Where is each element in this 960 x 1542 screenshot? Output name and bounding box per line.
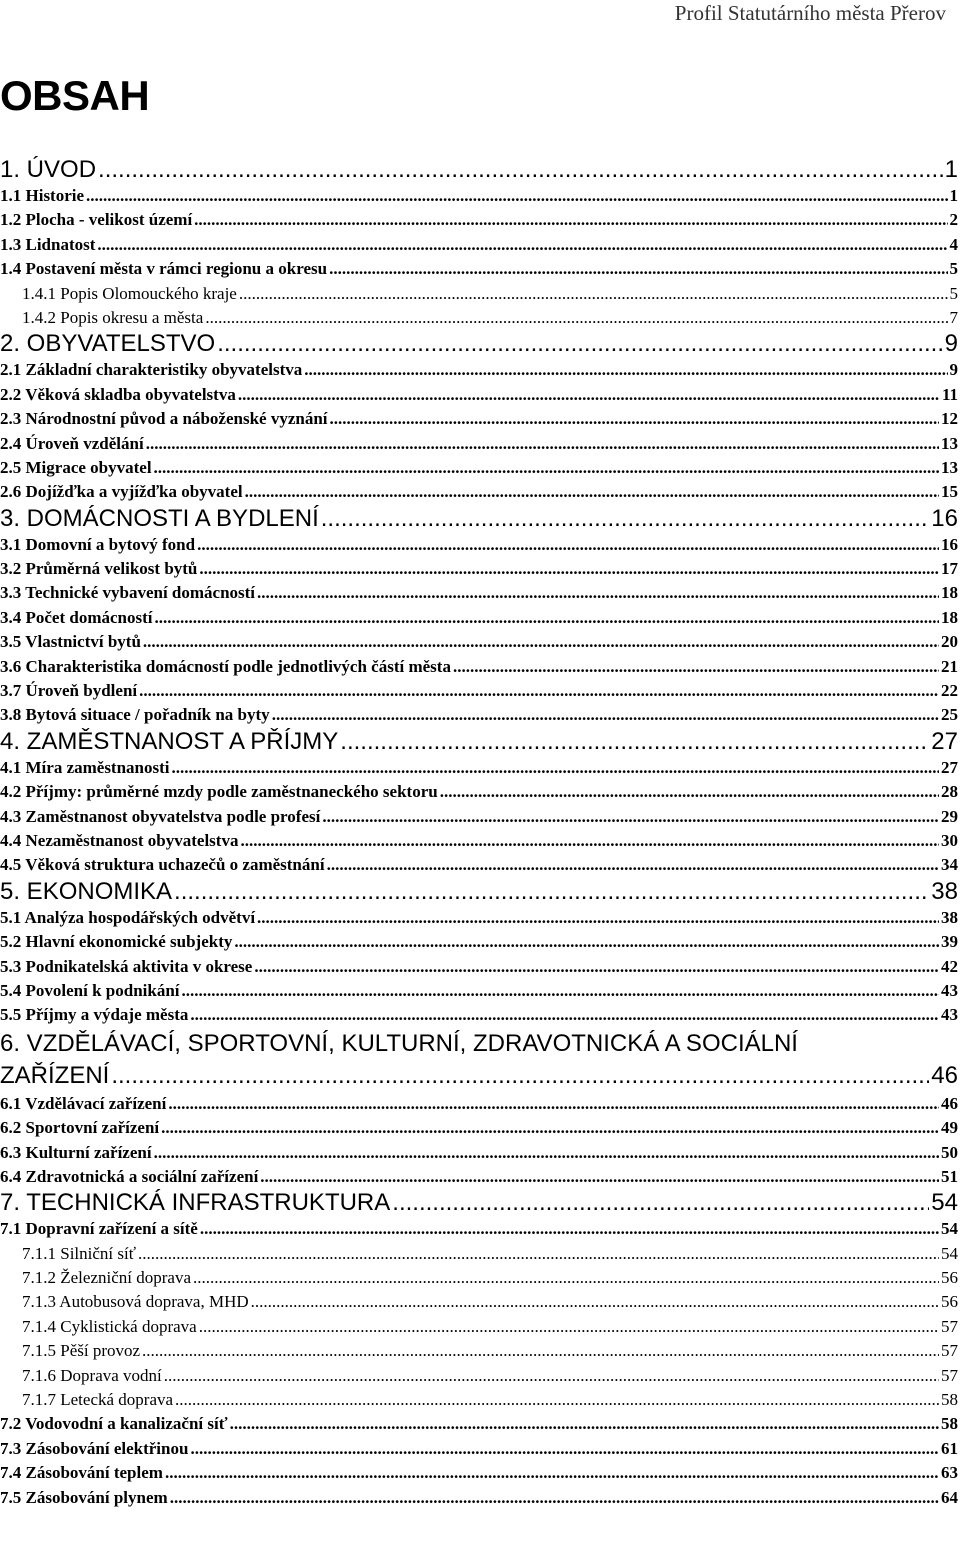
toc-entry-label: 3.5 Vlastnictví bytů (0, 632, 141, 652)
toc-entry-label: 1.3 Lidnatost (0, 234, 96, 254)
toc-entry-label: 7.2 Vodovodní a kanalizační síť (0, 1414, 228, 1434)
toc-leader-dots (164, 1364, 939, 1388)
toc-entry-label: 3.6 Charakteristika domácností podle jednotlivých částí města (0, 656, 451, 676)
toc-entry-label: 7.1.5 Pěší provoz (22, 1341, 141, 1361)
table-of-contents (0, 156, 958, 1510)
toc-entry[interactable] (0, 1028, 958, 1092)
toc-page-number: 16 (941, 534, 958, 554)
toc-entry[interactable] (0, 1412, 958, 1436)
toc-entry[interactable] (0, 557, 958, 581)
toc-page-number: 16 (931, 504, 958, 532)
toc-page-number: 34 (941, 855, 958, 875)
toc-page-number: 38 (931, 877, 958, 905)
toc-page-number: 61 (941, 1438, 958, 1458)
toc-leader-dots (155, 606, 939, 630)
toc-entry-label: 5. EKONOMIKA (0, 877, 173, 905)
toc-entry[interactable] (0, 1242, 958, 1266)
toc-page-number: 49 (941, 1118, 958, 1138)
toc-page-number: 54 (931, 1189, 958, 1217)
toc-entry-label: 2.4 Úroveň vzdělání (0, 433, 144, 453)
toc-entry-label: 3.1 Domovní a bytový fond (0, 534, 196, 554)
toc-page-number: 27 (931, 727, 958, 755)
toc-entry[interactable] (0, 282, 958, 306)
toc-entry[interactable] (0, 208, 958, 232)
toc-leader-dots (254, 955, 939, 979)
toc-page-number: 11 (941, 384, 958, 404)
toc-entry-label: 5.2 Hlavní ekonomické subjekty (0, 932, 233, 952)
toc-page-number: 5 (949, 259, 958, 279)
toc-entry-label: 1. ÚVOD (0, 156, 97, 183)
toc-page-number: 15 (941, 482, 958, 502)
toc-entry-label: 2.2 Věková skladba obyvatelstva (0, 384, 236, 404)
toc-page-number: 20 (941, 632, 958, 652)
toc-page-number: 39 (941, 932, 958, 952)
toc-entry[interactable] (0, 581, 958, 605)
toc-page-number: 57 (941, 1341, 958, 1361)
toc-page-number: 21 (941, 656, 958, 676)
toc-leader-dots (205, 306, 947, 330)
toc-entry[interactable] (0, 1315, 958, 1339)
toc-leader-dots (340, 728, 929, 756)
toc-entry-label: 5.4 Povolení k podnikání (0, 980, 180, 1000)
toc-entry-label: 7.1.4 Cyklistická doprava (22, 1316, 197, 1336)
toc-entry[interactable] (0, 456, 958, 480)
toc-leader-dots (239, 282, 948, 306)
toc-page-number: 42 (941, 956, 958, 976)
toc-entry-label: 7.3 Zásobování elektřinou (0, 1438, 189, 1458)
toc-leader-dots (97, 233, 947, 257)
toc-entry-label: 7.1.6 Doprava vodní (22, 1365, 162, 1385)
toc-page-number: 25 (941, 705, 958, 725)
toc-entry[interactable] (0, 655, 958, 679)
toc-leader-dots (217, 330, 942, 358)
toc-leader-dots (453, 655, 939, 679)
toc-page-number: 64 (941, 1487, 958, 1507)
toc-page-number: 43 (941, 1005, 958, 1025)
toc-entry[interactable] (0, 853, 958, 877)
toc-entry-label: 5.5 Příjmy a výdaje města (0, 1005, 189, 1025)
toc-leader-dots (321, 505, 930, 533)
toc-page-number: 22 (941, 681, 958, 701)
toc-leader-dots (98, 156, 943, 184)
toc-page-number: 50 (941, 1142, 958, 1162)
toc-leader-dots (251, 1290, 939, 1314)
toc-entry-label: 7.1.7 Letecká doprava (22, 1390, 174, 1410)
toc-entry-label: 3.2 Průměrná velikost bytů (0, 559, 198, 579)
toc-leader-dots (238, 383, 940, 407)
toc-leader-dots (329, 257, 947, 281)
toc-entry[interactable] (0, 1437, 958, 1461)
toc-entry[interactable] (0, 1290, 958, 1314)
toc-entry-label: 2. OBYVATELSTVO (0, 330, 216, 358)
toc-entry-label: 4.3 Zaměstnanost obyvatelstva podle profesí (0, 806, 321, 826)
toc-entry[interactable] (0, 480, 958, 504)
toc-page-number: 5 (949, 283, 958, 303)
toc-leader-dots (175, 1388, 939, 1412)
toc-leader-dots (330, 407, 940, 431)
toc-entry-label: 3.3 Technické vybavení domácností (0, 583, 256, 603)
toc-leader-dots (199, 557, 939, 581)
toc-entry-label: 1.2 Plocha - velikost území (0, 210, 193, 230)
toc-leader-dots (170, 1486, 939, 1510)
toc-leader-dots (257, 906, 939, 930)
toc-leader-dots (146, 432, 939, 456)
toc-entry-label: 4.5 Věková struktura uchazečů o zaměstnání (0, 855, 325, 875)
toc-page-number: 13 (941, 457, 958, 477)
toc-leader-dots (165, 1461, 939, 1485)
toc-leader-dots (440, 780, 939, 804)
toc-entry-label: 2.5 Migrace obyvatel (0, 457, 152, 477)
toc-leader-dots (234, 930, 939, 954)
toc-entry[interactable] (0, 1339, 958, 1363)
toc-page-number: 30 (941, 830, 958, 850)
toc-entry-label: 4.4 Nezaměstnanost obyvatelstva (0, 830, 239, 850)
toc-entry-label: 7.1.3 Autobusová doprava, MHD (22, 1292, 249, 1312)
toc-leader-dots (230, 1412, 939, 1436)
toc-entry-label: 4. ZAMĚSTNANOST A PŘÍJMY (0, 727, 339, 755)
toc-entry[interactable] (0, 805, 958, 829)
toc-page-number: 18 (941, 607, 958, 627)
toc-page-number: 54 (941, 1219, 958, 1239)
toc-leader-dots (199, 1315, 939, 1339)
toc-entry[interactable] (0, 630, 958, 654)
toc-entry[interactable] (0, 878, 958, 906)
toc-entry[interactable] (0, 1141, 958, 1165)
toc-leader-dots (327, 853, 939, 877)
toc-leader-dots (111, 1060, 929, 1092)
toc-page-number: 46 (931, 1061, 958, 1089)
toc-leader-dots (154, 1141, 939, 1165)
toc-entry[interactable] (0, 184, 958, 208)
toc-page-number: 1 (949, 186, 958, 205)
toc-entry[interactable] (0, 728, 958, 756)
toc-entry-label: 3.8 Bytová situace / pořadník na byty (0, 705, 270, 725)
toc-page-number: 12 (941, 409, 958, 429)
toc-page-number: 46 (941, 1093, 958, 1113)
toc-entry-label: 6.3 Kulturní zařízení (0, 1142, 152, 1162)
toc-leader-dots (272, 703, 939, 727)
toc-page-number: 29 (941, 806, 958, 826)
toc-entry[interactable] (0, 606, 958, 630)
toc-page-number: 13 (941, 433, 958, 453)
toc-leader-dots (139, 679, 939, 703)
toc-entry-label: 5.1 Analýza hospodářských odvětví (0, 907, 256, 927)
toc-leader-dots (86, 184, 947, 208)
toc-entry[interactable] (0, 1003, 958, 1027)
toc-leader-dots (154, 456, 939, 480)
toc-entry[interactable] (0, 358, 958, 382)
toc-entry-label-cont: ZAŘÍZENÍ (0, 1061, 110, 1089)
toc-entry[interactable] (0, 703, 958, 727)
toc-entry[interactable] (0, 533, 958, 557)
toc-entry-label: 3.7 Úroveň bydlení (0, 681, 138, 701)
toc-entry-label: 1.4.2 Popis okresu a města (22, 307, 204, 327)
toc-entry-label: 1.1 Historie (0, 186, 85, 205)
toc-entry-label: 2.3 Národnostní původ a náboženské vyznání (0, 409, 328, 429)
toc-entry[interactable] (0, 1364, 958, 1388)
toc-leader-dots (304, 358, 947, 382)
toc-entry-label: 3.4 Počet domácností (0, 607, 153, 627)
toc-entry-label: 6.4 Zdravotnická a sociální zařízení (0, 1166, 259, 1186)
toc-entry-label: 2.6 Dojížďka a vyjížďka obyvatel (0, 482, 243, 502)
toc-leader-dots (194, 208, 947, 232)
toc-leader-dots (174, 878, 929, 906)
toc-entry-label: 1.4 Postavení města v rámci regionu a okresu (0, 259, 328, 279)
toc-leader-dots (182, 979, 939, 1003)
toc-page-number: 43 (941, 980, 958, 1000)
toc-entry-label: 7.4 Zásobování teplem (0, 1463, 163, 1483)
toc-leader-dots (172, 756, 939, 780)
toc-entry[interactable] (0, 156, 958, 184)
toc-entry-label: 6.1 Vzdělávací zařízení (0, 1093, 167, 1113)
toc-leader-dots (138, 1242, 939, 1266)
toc-leader-dots (245, 480, 939, 504)
toc-entry[interactable] (0, 829, 958, 853)
toc-entry[interactable] (0, 407, 958, 431)
toc-page-number: 56 (941, 1268, 958, 1288)
toc-leader-dots (142, 1339, 939, 1363)
toc-entry[interactable] (0, 330, 958, 358)
toc-page-number: 2 (949, 210, 958, 230)
toc-leader-dots (392, 1189, 929, 1217)
toc-page-number: 7 (949, 307, 958, 327)
toc-entry[interactable] (0, 1092, 958, 1116)
toc-page-number: 9 (949, 360, 958, 380)
toc-entry-label: 1.4.1 Popis Olomouckého kraje (22, 283, 237, 303)
toc-entry-label: 2.1 Základní charakteristiky obyvatelstva (0, 360, 303, 380)
toc-entry[interactable] (0, 1116, 958, 1140)
toc-page-number: 57 (941, 1365, 958, 1385)
toc-leader-dots (322, 805, 939, 829)
toc-entry[interactable] (0, 930, 958, 954)
toc-entry-label: 4.1 Míra zaměstnanosti (0, 757, 170, 777)
toc-entry[interactable] (0, 1461, 958, 1485)
toc-page-number: 54 (941, 1243, 958, 1263)
toc-entry[interactable] (0, 1266, 958, 1290)
toc-leader-dots (143, 630, 939, 654)
toc-page-number: 56 (941, 1292, 958, 1312)
page-header: Profil Statutárního města Přerov (674, 1, 946, 25)
toc-entry[interactable] (0, 1486, 958, 1510)
toc-page-number: 38 (941, 907, 958, 927)
toc-entry[interactable] (0, 432, 958, 456)
toc-entry-label: 5.3 Podnikatelská aktivita v okrese (0, 956, 253, 976)
toc-leader-dots (197, 533, 939, 557)
toc-entry-label: 6. VZDĚLÁVACÍ, SPORTOVNÍ, KULTURNÍ, ZDRAVOTNICKÁ A SOCIÁLNÍ (0, 1029, 798, 1057)
toc-entry[interactable] (0, 505, 958, 533)
toc-entry-label: 7.1 Dopravní zařízení a sítě (0, 1219, 198, 1239)
toc-page-number: 63 (941, 1463, 958, 1483)
toc-leader-dots (257, 581, 939, 605)
toc-entry[interactable] (0, 383, 958, 407)
toc-page-number: 17 (941, 559, 958, 579)
toc-entry-label: 7.1.2 Železniční doprava (22, 1268, 191, 1288)
toc-entry-label: 4.2 Příjmy: průměrné mzdy podle zaměstnaneckého sektoru (0, 782, 438, 802)
toc-entry[interactable] (0, 233, 958, 257)
toc-entry[interactable] (0, 756, 958, 780)
toc-leader-dots (200, 1217, 939, 1241)
toc-leader-dots (190, 1437, 939, 1461)
toc-page-number: 57 (941, 1316, 958, 1336)
toc-entry-label: 7.1.1 Silniční síť (22, 1243, 136, 1263)
toc-entry[interactable] (0, 257, 958, 281)
toc-entry[interactable] (0, 1217, 958, 1241)
toc-entry[interactable] (0, 906, 958, 930)
toc-page-number: 1 (944, 156, 958, 183)
page-title: OBSAH (0, 72, 150, 119)
toc-entry[interactable] (0, 1189, 958, 1217)
toc-entry[interactable] (0, 679, 958, 703)
toc-entry-label: 6.2 Sportovní zařízení (0, 1118, 160, 1138)
toc-page-number: 27 (941, 757, 958, 777)
toc-entry[interactable] (0, 955, 958, 979)
toc-entry-label: 7.5 Zásobování plynem (0, 1487, 168, 1507)
toc-leader-dots (190, 1003, 939, 1027)
toc-entry-label: 3. DOMÁCNOSTI A BYDLENÍ (0, 504, 319, 532)
toc-leader-dots (193, 1266, 939, 1290)
toc-leader-dots (260, 1165, 939, 1189)
toc-page-number: 51 (941, 1166, 958, 1186)
toc-page-number: 9 (944, 330, 958, 358)
toc-page-number: 58 (941, 1414, 958, 1434)
toc-page-number: 28 (941, 782, 958, 802)
toc-page-number: 18 (941, 583, 958, 603)
toc-leader-dots (161, 1116, 939, 1140)
toc-entry[interactable] (0, 1388, 958, 1412)
toc-page-number: 58 (941, 1390, 958, 1410)
toc-entry[interactable] (0, 780, 958, 804)
toc-leader-dots (168, 1092, 939, 1116)
toc-entry-label: 7. TECHNICKÁ INFRASTRUKTURA (0, 1189, 391, 1217)
toc-entry[interactable] (0, 306, 958, 330)
toc-page-number: 4 (949, 234, 958, 254)
toc-entry[interactable] (0, 979, 958, 1003)
toc-entry[interactable] (0, 1165, 958, 1189)
toc-leader-dots (240, 829, 939, 853)
